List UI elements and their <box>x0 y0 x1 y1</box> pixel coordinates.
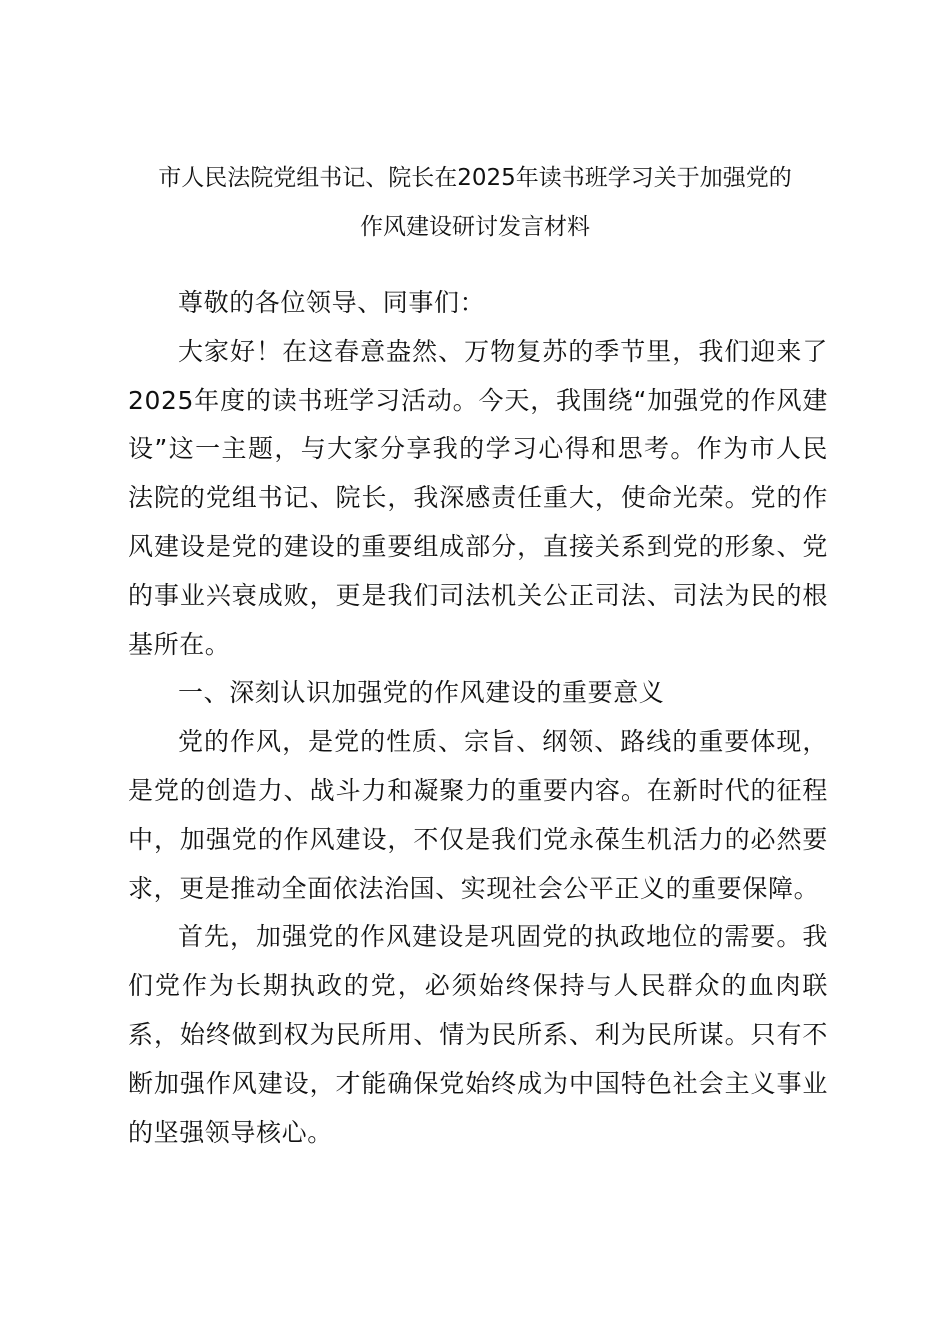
paragraph-first-point: 首先，加强党的作风建设是巩固党的执政地位的需要。我们党作为长期执政的党，必须始终保持与人民群众的血肉联系，始终做到权为民所用、情为民所系、利为民所谋。只有不断加强作风建设，才能确保党始终成为中国特色社会主义事业的坚强领导核心。 <box>128 922 828 1147</box>
document-title-line-1: 市人民法院党组书记、院长在2025年读书班学习关于加强党的 <box>158 165 792 191</box>
document-title-line-2: 作风建设研讨发言材料 <box>360 214 590 240</box>
paragraph-section-1: 党的作风，是党的性质、宗旨、纲领、路线的重要体现，是党的创造力、战斗力和凝聚力的重要内容。在新时代的征程中，加强党的作风建设，不仅是我们党永葆生机活力的必然要求，更是推动全面依法治国、实现社会公平正义的重要保障。 <box>128 727 828 903</box>
salutation: 尊敬的各位领导、同事们： <box>178 288 486 317</box>
paragraph-opening: 大家好！在这春意盎然、万物复苏的季节里，我们迎来了2025年度的读书班学习活动。今天，我围绕“加强党的作风建设”这一主题，与大家分享我的学习心得和思考。作为市人民法院的党组书记、院长，我深感责任重大，使命光荣。党的作风建设是党的建设的重要组成部分，直接关系到党的形象、党的事业兴衰成败，更是我们司法机关公正司法、司法为民的根基所在。 <box>128 336 828 659</box>
section-heading-1: 一、深刻认识加强党的作风建设的重要意义 <box>178 678 665 708</box>
document-body <box>128 279 828 1157</box>
